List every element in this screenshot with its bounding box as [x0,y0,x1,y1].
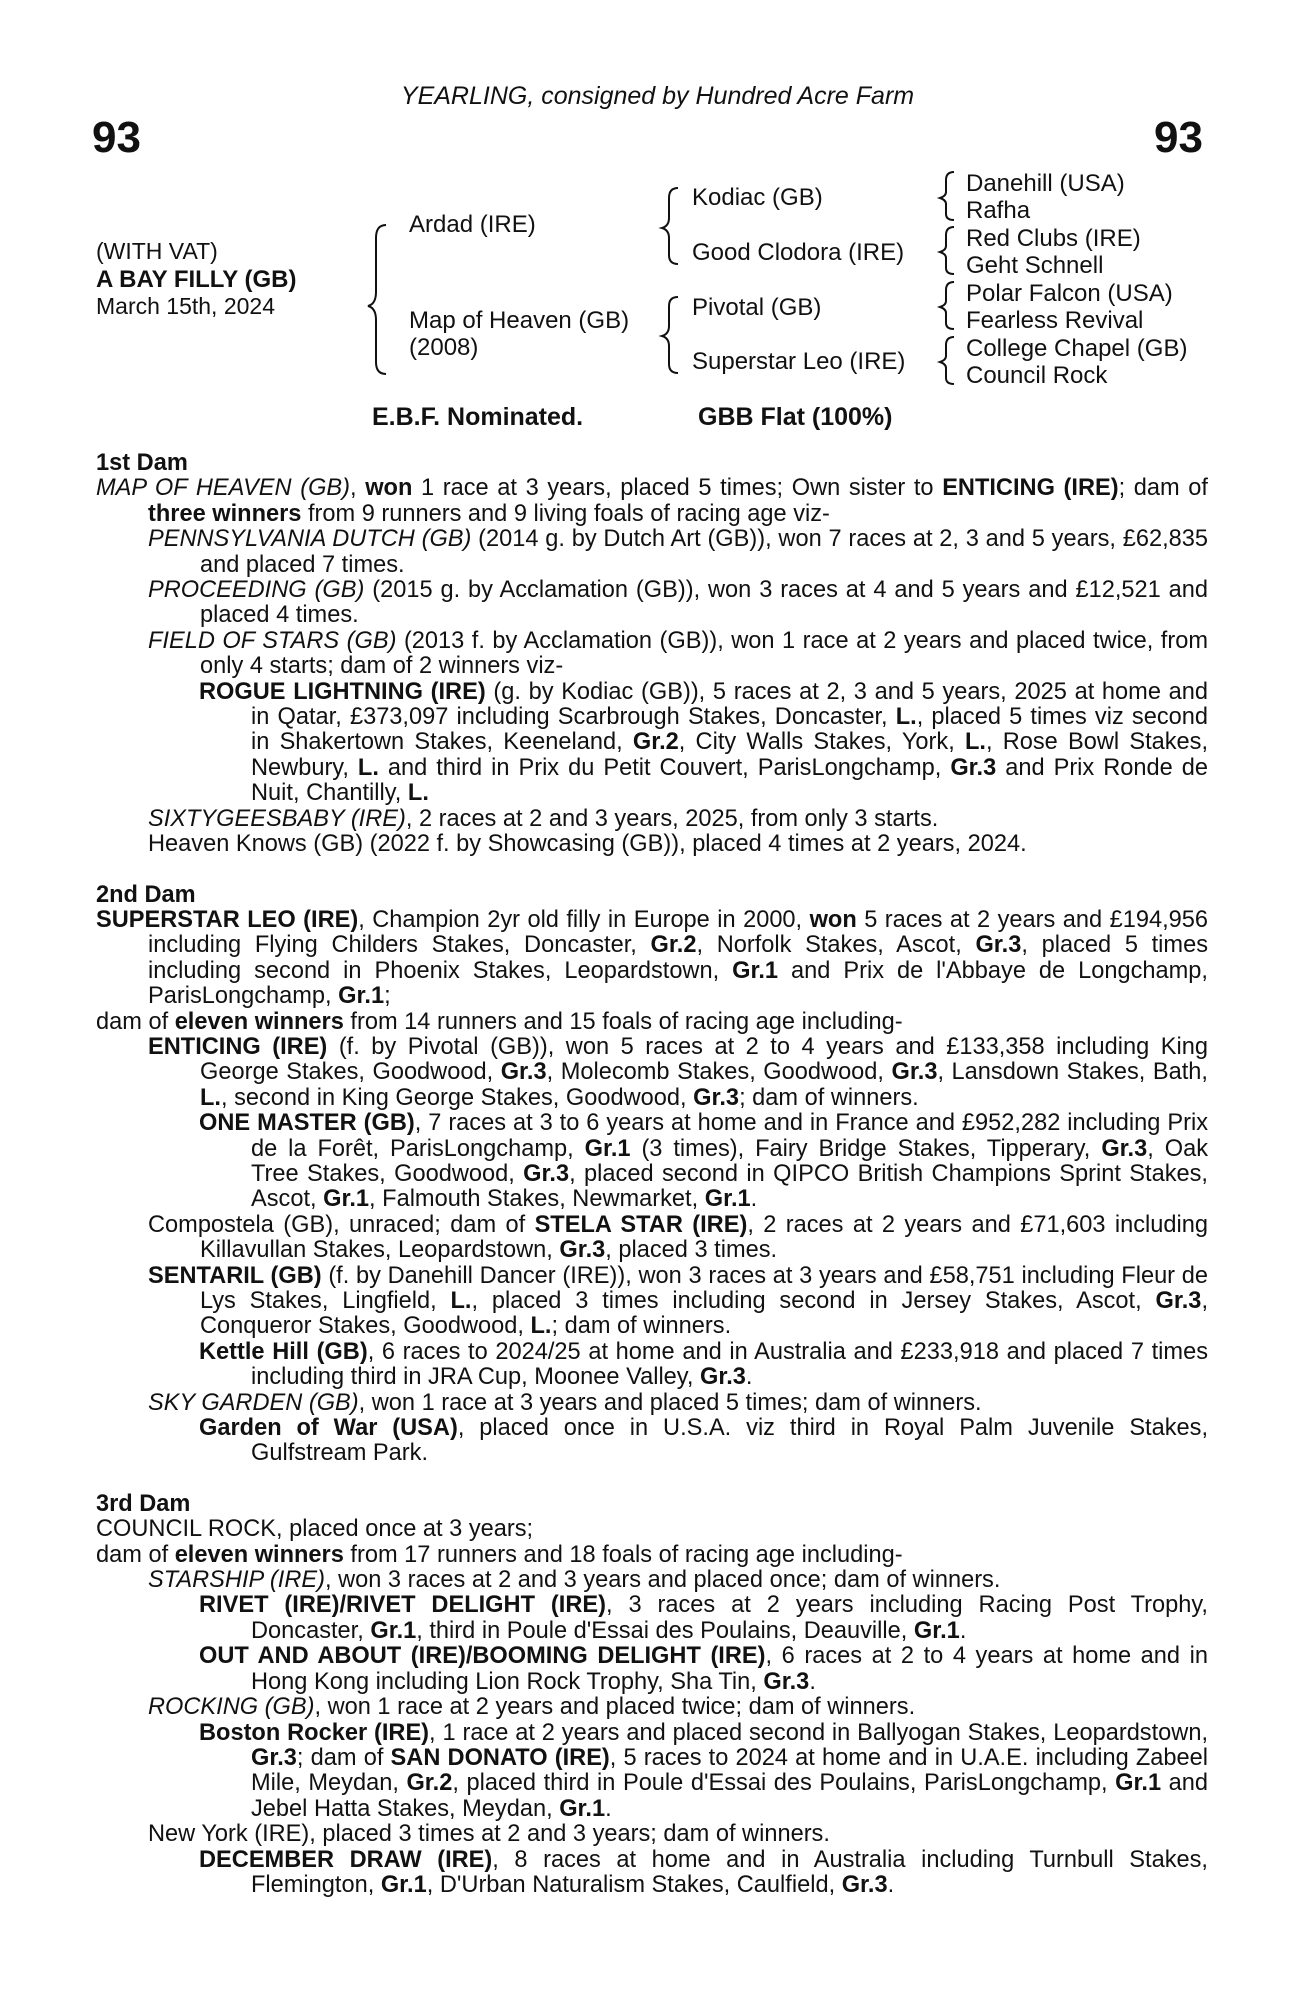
text-run: New York (IRE), placed 3 times at 2 and 3 years; dam of winners. [148,1821,830,1848]
produce-entry [199,1593,1208,1644]
italic-text-run: PROCEEDING (GB) [148,577,365,604]
bold-text-run: Gr.3 [1155,1288,1202,1314]
text-run: (3 times), Fairy Bridge Stakes, Tipperary, [630,1135,1102,1162]
text-run: ; dam of [1118,475,1208,502]
first-dam-summary [96,476,1208,527]
text-run: , City Walls Stakes, York, [678,729,965,756]
bold-text-run: L. [530,1313,552,1340]
italic-text-run: ROCKING (GB) [148,1694,315,1721]
text-run: , Conqueror Stakes, Goodwood, [200,1288,1208,1340]
text-run: , 6 races to 2024/25 at home and in Australia and £233,918 and placed 7 times including third in JRA Cup, Moonee Valley, [251,1338,1208,1391]
gen3-8: Council Rock [966,362,1108,389]
italic-text-run: SIXTYGEESBABY (IRE) [148,805,406,832]
produce-entry [199,680,1208,807]
text-run: . [959,1617,967,1644]
italic-text-run: FIELD OF STARS (GB) [148,627,397,654]
bold-text-run: L. [964,729,986,756]
gen3-7: College Chapel (GB) [966,335,1188,362]
bold-text-run: Kettle Hill (GB) [199,1338,368,1365]
bold-text-run: Gr.3 [559,1237,606,1264]
bold-text-run: Gr.3 [950,754,997,781]
produce-entry [148,832,1208,857]
bold-text-run: Gr.3 [975,932,1022,959]
gen3-3: Red Clubs (IRE) [966,225,1141,252]
bold-text-run: Gr.3 [693,1084,740,1111]
bold-text-run: three winners [148,500,302,527]
produce-entry [148,1822,1208,1847]
text-run: , placed 5 times including second in Phoenix Stakes, Leopardstown, [148,932,1208,984]
produce-entry [148,629,1208,680]
bold-text-run: Gr.1 [913,1617,960,1644]
text-run: , second in King George Stakes, Goodwood, [220,1084,694,1111]
text-run: . [750,1186,758,1213]
italic-text-run: PENNSYLVANIA DUTCH (GB) [148,526,472,553]
bold-text-run: Gr.1 [732,957,779,984]
text-run: , [350,475,366,502]
text-run: , 7 races at 3 to 6 years at home and in France and £952,282 including Prix de la Forêt, ParisLongchamp, [251,1110,1208,1162]
bold-text-run: Gr.2 [650,932,697,959]
consignor-banner: YEARLING, consigned by Hundred Acre Farm [400,82,915,110]
bold-text-run: SUPERSTAR LEO (IRE) [96,906,359,933]
text-run: (2014 g. by Dutch Art (GB)), won 7 races at 2, 3 and 5 years, £62,835 and placed 7 times. [200,526,1208,578]
produce-entry [148,1213,1208,1264]
bold-text-run: won [365,475,413,502]
bold-text-run: Gr.3 [523,1160,570,1187]
bold-text-run: eleven winners [174,1008,344,1035]
gen3-6: Fearless Revival [966,307,1144,334]
text-run: , Rose Bowl Stakes, Newbury, [251,729,1209,781]
text-run: , 6 races at 2 to 4 years at home and in Hong Kong including Lion Rock Trophy, Sha Tin, [251,1643,1208,1695]
produce-entry [199,1848,1208,1899]
produce-entry [199,1721,1208,1823]
bold-text-run: OUT AND ABOUT (IRE)/BOOMING DELIGHT (IRE) [199,1643,766,1670]
bold-text-run: Garden of War (USA) [199,1415,458,1442]
text-run: dam of [96,1008,175,1035]
bold-text-run: eleven winners [174,1541,344,1568]
text-run: and Jebel Hatta Stakes, Meydan, [251,1770,1209,1822]
text-run: from 14 runners and 15 foals of racing age including- [343,1008,903,1035]
produce-entry [148,1695,1208,1720]
text-run: (2013 f. by Acclamation (GB)), won 1 race at 2 years and placed twice, from only 4 starts; dam of 2 winners viz- [200,627,1208,680]
bold-text-run: Gr.1 [559,1795,606,1822]
text-run: . [887,1871,895,1898]
bold-text-run: Gr.3 [841,1871,888,1898]
text-run: , won 1 race at 2 years and placed twice; dam of winners. [314,1694,916,1721]
second-dam-summary [96,908,1208,1010]
text-run: , Champion 2yr old filly in Europe in 2000, [358,906,810,933]
text-run: ; dam of winners. [739,1084,919,1111]
text-run: , placed second in QIPCO British Champions Sprint Stakes, Ascot, [251,1160,1208,1213]
bold-text-run: L. [357,754,379,781]
text-run: (2015 g. by Acclamation (GB)), won 3 races at 4 and 5 years and £12,521 and placed 4 times. [200,577,1209,629]
bold-text-run: Boston Rocker (IRE) [199,1719,430,1746]
produce-entry [199,1644,1208,1695]
pedigree-notes [96,451,1208,1898]
text-run: , placed 3 times including second in Jersey Stakes, Ascot, [471,1288,1156,1314]
bold-text-run: STELA STAR (IRE) [534,1211,748,1238]
horse-name: A BAY FILLY (GB) [96,266,297,293]
produce-entry [148,527,1208,578]
vat-note: (WITH VAT) [96,238,218,264]
text-run: , third in Poule d'Essai des Poulains, Deauville, [416,1617,914,1644]
bold-text-run: Gr.1 [1115,1770,1162,1797]
horse-dob: March 15th, 2024 [96,293,276,319]
dam-sire: Pivotal (GB) [692,294,822,321]
lot-number-left: 93 [92,113,141,162]
text-run: , won 3 races at 2 and 3 years and placed once; dam of winners. [324,1567,1001,1594]
italic-text-run: STARSHIP (IRE) [148,1567,325,1594]
text-run: , D'Urban Naturalism Stakes, Caulfield, [426,1871,842,1898]
bold-text-run: won [809,906,857,933]
first-dam-heading: 1st Dam [96,450,188,476]
text-run: , placed 5 times viz second in Shakertown Stakes, Keeneland, [251,704,1208,756]
bold-text-run: Gr.3 [251,1744,297,1771]
bold-text-run: Gr.1 [704,1186,751,1213]
text-run: , placed once in U.S.A. viz third in Royal Palm Juvenile Stakes, Gulfstream Park. [251,1415,1209,1467]
ebf-nominated: E.B.F. Nominated. [372,403,584,431]
text-run: , placed 3 times. [605,1237,778,1264]
bold-text-run: Gr.3 [891,1059,938,1086]
lot-number-right: 93 [1154,113,1203,162]
bold-text-run: Gr.3 [1101,1135,1148,1162]
dam: Map of Heaven (GB) [409,307,630,334]
text-run: , Lansdown Stakes, Bath, [937,1059,1208,1086]
second-dam-produce-intro [96,1010,1208,1035]
bold-text-run: SAN DONATO (IRE) [390,1744,610,1771]
text-run: (f. by Pivotal (GB)), won 5 races at 2 to 4 years and £133,358 including King George Stakes, Goodwood, [200,1033,1209,1086]
bold-text-run: Gr.1 [380,1871,427,1898]
text-run: Heaven Knows (GB) (2022 f. by Showcasing (GB)), placed 4 times at 2 years, 2024. [148,831,1027,858]
third-dam-heading: 3rd Dam [96,1490,191,1517]
bold-text-run: L. [450,1288,472,1314]
bold-text-run: ENTICING (IRE) [148,1033,328,1060]
italic-text-run: SKY GARDEN (GB) [148,1389,359,1416]
bold-text-run: ONE MASTER (GB) [199,1110,415,1137]
gen3-5: Polar Falcon (USA) [966,280,1173,307]
text-run: , Molecomb Stakes, Goodwood, [546,1059,892,1086]
text-run: , Norfolk Stakes, Ascot, [696,932,976,959]
bold-text-run: ROGUE LIGHTNING (IRE) [199,678,486,705]
text-run: , placed third in Poule d'Essai des Poulains, ParisLongchamp, [452,1770,1116,1797]
produce-entry [148,1035,1208,1111]
sire-sire: Kodiac (GB) [692,184,823,211]
text-run: , 8 races at home and in Australia including Turnbull Stakes, Flemington, [251,1846,1208,1898]
gen3-1: Danehill (USA) [966,170,1125,197]
bold-text-run: Gr.1 [338,983,385,1010]
text-run: . [745,1364,753,1391]
text-run: COUNCIL ROCK, placed once at 3 years; [96,1516,534,1543]
text-run: (g. by Kodiac (GB)), 5 races at 2, 3 and 5 years, 2025 at home and in Qatar, £373,097 including Scarbrough Stakes, Doncaster, [251,678,1208,731]
produce-entry [148,1391,1208,1416]
produce-entry [148,1264,1208,1340]
gbb-flat: GBB Flat (100%) [698,403,893,431]
produce-entry [148,1568,1208,1593]
bold-text-run: Gr.3 [763,1668,810,1695]
text-run: 1 race at 3 years, placed 5 times; Own sister to [412,475,943,502]
bold-text-run: DECEMBER DRAW (IRE) [199,1846,493,1873]
sire: Ardad (IRE) [409,211,536,238]
text-run: , 1 race at 2 years and placed second in Ballyogan Stakes, Leopardstown, [429,1719,1208,1746]
sire-dam: Good Clodora (IRE) [692,239,905,266]
text-run: , Oak Tree Stakes, Goodwood, [251,1135,1208,1187]
bold-text-run: Gr.1 [370,1617,417,1644]
text-run: , won 1 race at 3 years and placed 5 times; dam of winners. [358,1389,982,1416]
text-run: from 9 runners and 9 living foals of racing age viz- [301,500,830,527]
produce-entry [199,1340,1208,1391]
text-run: Compostela (GB), unraced; dam of [148,1211,535,1238]
text-run: , 3 races at 2 years including Racing Post Trophy, Doncaster, [251,1592,1208,1644]
text-run: and third in Prix du Petit Couvert, ParisLongchamp, [378,754,951,781]
text-run: from 17 runners and 18 foals of racing age including- [343,1541,903,1568]
bold-text-run: L. [895,704,917,731]
second-dam-heading: 2nd Dam [96,881,196,908]
text-run: , Falmouth Stakes, Newmarket, [369,1186,705,1213]
dam-dam: Superstar Leo (IRE) [692,348,906,375]
bold-text-run: Gr.3 [699,1364,746,1391]
text-run: and Prix de l'Abbaye de Longchamp, ParisLongchamp, [148,957,1208,1010]
gen3-4: Geht Schnell [966,252,1104,279]
bold-text-run: Gr.1 [584,1135,631,1162]
text-run: , 2 races at 2 and 3 years, 2025, from only 3 starts. [405,805,939,832]
text-run: , 2 races at 2 years and £71,603 including Killavullan Stakes, Leopardstown, [200,1211,1209,1264]
italic-text-run: MAP OF HEAVEN (GB) [96,475,351,502]
third-dam-produce-intro [96,1543,1208,1568]
bold-text-run: Gr.2 [406,1770,453,1797]
text-run: ; [384,983,391,1010]
bold-text-run: Gr.2 [632,729,679,756]
bold-text-run: SENTARIL (GB) [148,1262,322,1289]
text-run: . [809,1668,816,1695]
bold-text-run: L. [407,780,429,807]
bold-text-run: ENTICING (IRE) [942,475,1119,502]
text-run: dam of [96,1541,175,1568]
produce-entry [148,807,1208,832]
text-run: 5 races at 2 years and £194,956 including Flying Childers Stakes, Doncaster, [148,906,1209,959]
bold-text-run: L. [200,1084,221,1111]
text-run: ; dam of [296,1744,391,1771]
produce-entry [199,1416,1208,1467]
bold-text-run: RIVET (IRE)/RIVET DELIGHT (IRE) [199,1592,606,1619]
gen3-2: Rafha [966,197,1031,224]
text-run: (f. by Danehill Dancer (IRE)), won 3 races at 3 years and £58,751 including Fleur de Lys Stakes, Lingfield, [200,1262,1208,1314]
text-run: , 5 races to 2024 at home and in U.A.E. including Zabeel Mile, Meydan, [251,1744,1209,1797]
third-dam-summary [96,1517,1208,1542]
text-run: ; dam of winners. [551,1313,732,1340]
produce-entry [199,1111,1208,1213]
bold-text-run: Gr.3 [500,1059,547,1086]
produce-entry [148,578,1208,629]
text-run: and Prix Ronde de Nuit, Chantilly, [251,754,1208,807]
bold-text-run: Gr.1 [323,1186,370,1213]
text-run: . [605,1795,612,1822]
dam-year: (2008) [409,334,479,361]
